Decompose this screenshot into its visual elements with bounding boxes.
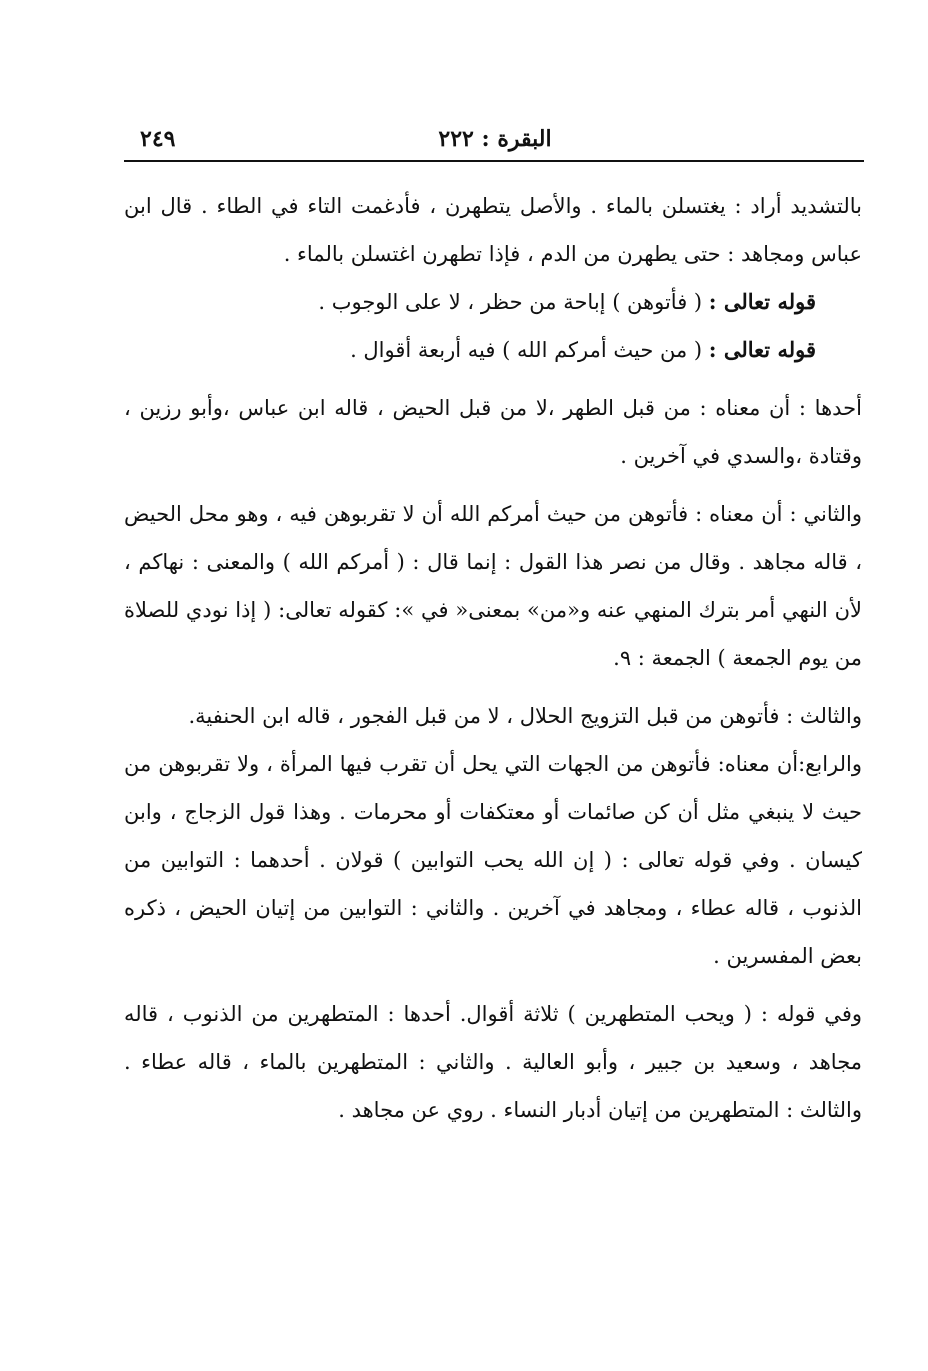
paragraph-2: قوله تعالى : ( فأتوهن ) إباحة من حظر ، لا على الوجوب . (318, 289, 816, 314)
paragraph-7: والرابع:أن معناه: فأتوهن من الجهات التي يحل أن تقرب فيها المرأة ، ولا تقربوهن من حيث لا ينبغي مثل أن كن صائمات أو معتكفات أو محرمات . وهذا قول الزجاج ، وابن كيسان . وفي قوله تعالى : ( إن الله يحب التوابين ) قولان . أحدهما : التوابين من الذنوب ، قاله عطاء ، ومجاهد في آخرين . والثاني : التوابين من إتيان الحيض ، ذكره بعض المفسرين . (124, 752, 862, 968)
page-header (128, 118, 862, 158)
paragraph-6: والثالث : فأتوهن من قبل التزويج الحلال ، لا من قبل الفجور ، قاله ابن الحنفية. (188, 704, 862, 728)
surah-verse-title: البقرة : ٢٢٢ (438, 126, 552, 152)
paragraph-4: أحدها : أن معناه : من قبل الطهر ،لا من قبل الحيض ، قاله ابن عباس ،وأبو رزين ، وقتادة ،والسدي في آخرين . (124, 396, 862, 468)
paragraph-3: قوله تعالى : ( من حيث أمركم الله ) فيه أربعة أقوال . (350, 337, 816, 362)
paragraph-1: بالتشديد أراد : يغتسلن بالماء . والأصل يتطهرن ، فأدغمت التاء في الطاء . قال ابن عباس ومجاهد : حتى يطهرن من الدم ، فإذا تطهرن اغتسلن بالماء . (124, 194, 862, 266)
paragraph-5: والثاني : أن معناه : فأتوهن من حيث أمركم الله أن لا تقربوهن فيه ، وهو محل الحيض ، قاله مجاهد . وقال من نصر هذا القول : إنما قال : ( أمركم الله ) والمعنى : نهاكم ، لأن النهي أمر بترك المنهي عنه و«من» بمعنى« في »: كقوله تعالى: ( إذا نودي للصلاة من يوم الجمعة ) الجمعة : ٩. (124, 502, 862, 670)
page-body (124, 182, 862, 1134)
paragraph-lead: قوله تعالى : (708, 337, 816, 362)
page-number: ٢٤٩ (140, 126, 176, 152)
paragraph-8: وفي قوله : ( ويحب المتطهرين ) ثلاثة أقوال. أحدها : المتطهرين من الذنوب ، قاله مجاهد ، وسعيد بن جبير ، وأبو العالية . والثاني : المتطهرين بالماء ، قاله عطاء . والثالث : المتطهرين من إتيان أدبار النساء . روي عن مجاهد . (124, 1002, 862, 1122)
paragraph-lead: قوله تعالى : (708, 289, 816, 314)
header-rule (124, 160, 864, 162)
